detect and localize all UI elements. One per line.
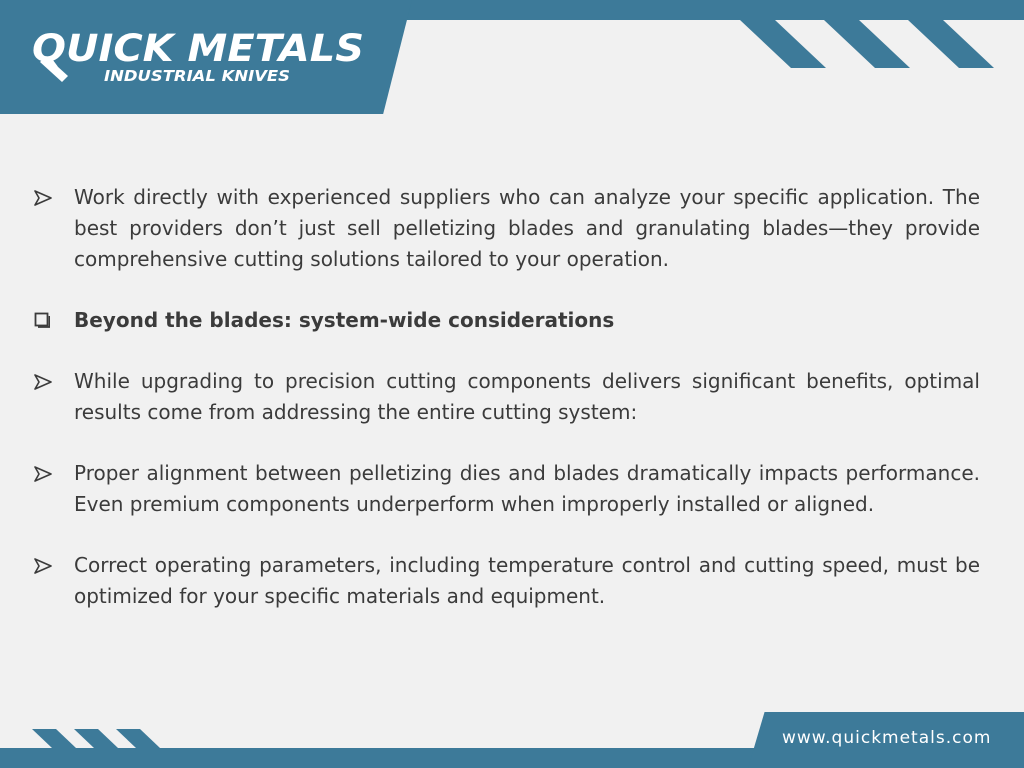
slide-content: [34, 182, 980, 642]
logo-tagline: INDUSTRIAL KNIVES: [104, 67, 290, 85]
arrow-bullet-icon: [34, 190, 52, 206]
decorative-stripes-bottom: [30, 724, 170, 750]
bullet-item: [34, 182, 980, 275]
bullet-text: Proper alignment between pelletizing dies and blades dramatically impacts performance. Even premium components underperform when improperly installed or aligned.: [74, 461, 980, 516]
section-heading: [34, 305, 980, 336]
bullet-item: [34, 458, 980, 520]
bullet-text: While upgrading to precision cutting components delivers significant benefits, optimal results come from addressing the entire cutting system:: [74, 369, 980, 424]
quick-metals-logo: [28, 26, 378, 90]
bullet-item: [34, 366, 980, 428]
section-heading-text: Beyond the blades: system-wide considerations: [74, 308, 615, 332]
logo-brand-name: QUICK METALS: [32, 27, 364, 70]
bullet-text: Correct operating parameters, including temperature control and cutting speed, must be optimized for your specific materials and equipment.: [74, 553, 980, 608]
arrow-bullet-icon: [34, 558, 52, 574]
website-url[interactable]: www.quickmetals.com: [782, 728, 992, 748]
arrow-bullet-icon: [34, 466, 52, 482]
bullet-item: [34, 550, 980, 612]
arrow-bullet-icon: [34, 374, 52, 390]
checkbox-bullet-icon: [34, 312, 50, 328]
decorative-stripes-top: [730, 0, 1024, 70]
bullet-text: Work directly with experienced suppliers who can analyze your specific application. The best providers don’t just sell pelletizing blades and granulating blades—they provide comprehensive cutting solutions tailored to your operation.: [74, 185, 980, 271]
